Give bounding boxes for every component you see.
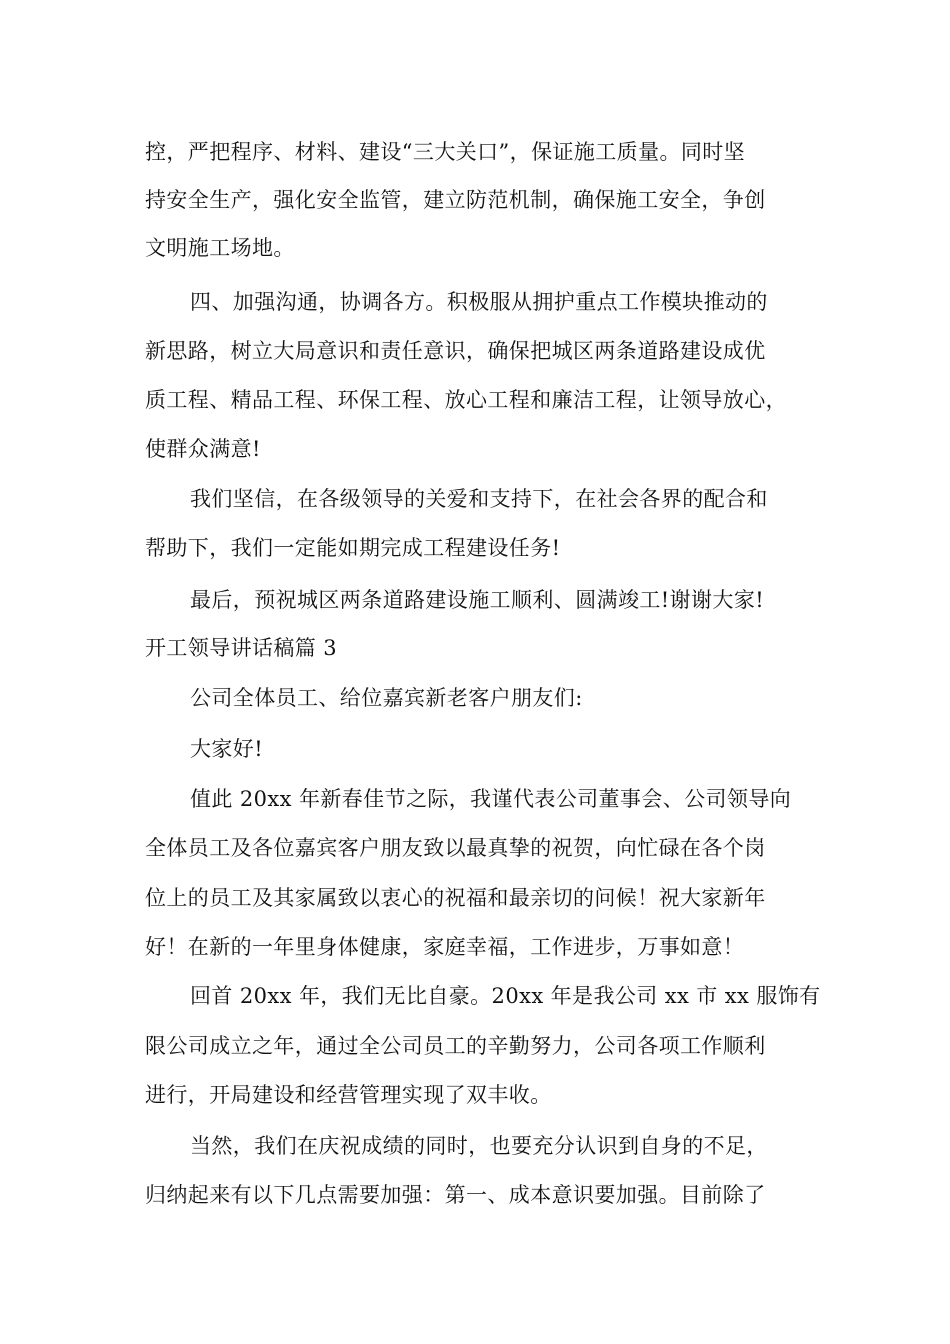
- paragraph-line: 回首 20xx 年，我们无比自豪。20xx 年是我公司 xx 市 xx 服饰有: [190, 984, 821, 1008]
- paragraph-line: 值此 20xx 年新春佳节之际，我谨代表公司董事会、公司领导向: [190, 787, 792, 811]
- paragraph-line: 当然，我们在庆祝成绩的同时，也要充分认识到自身的不足，: [190, 1134, 768, 1158]
- paragraph-line: 文明施工场地。: [145, 236, 295, 260]
- paragraph-line: 帮助下，我们一定能如期完成工程建设任务!: [145, 536, 561, 560]
- paragraph-line: 四、加强沟通，协调各方。积极服从拥护重点工作模块推动的: [190, 290, 768, 314]
- greeting: 大家好!: [190, 737, 264, 761]
- paragraph-line: 持安全生产，强化安全监管，建立防范机制，确保施工安全，争创: [145, 188, 766, 212]
- paragraph-line: 使群众满意!: [145, 437, 261, 461]
- section-heading: 开工领导讲话稿篇 3: [145, 636, 338, 660]
- salutation: 公司全体员工、给位嘉宾新老客户朋友们:: [190, 686, 583, 710]
- paragraph-line: 归纳起来有以下几点需要加强：第一、成本意识要加强。目前除了: [145, 1183, 766, 1207]
- paragraph-line: 好！在新的一年里身体健康，家庭幸福，工作进步，万事如意！: [145, 935, 745, 959]
- paragraph-line: 限公司成立之年，通过全公司员工的辛勤努力，公司各项工作顺利: [145, 1034, 766, 1058]
- paragraph-line: 控，严把程序、材料、建设“三大关口”，保证施工质量。同时坚: [145, 140, 746, 164]
- paragraph-line: 我们坚信，在各级领导的关爱和支持下，在社会各界的配合和: [190, 487, 768, 511]
- paragraph-line: 质工程、精品工程、环保工程、放心工程和廉洁工程，让领导放心，: [145, 388, 787, 412]
- paragraph-line: 最后，预祝城区两条道路建设施工顺利、圆满竣工!谢谢大家!: [190, 588, 765, 612]
- paragraph-line: 进行，开局建设和经营管理实现了双丰收。: [145, 1083, 552, 1107]
- paragraph-line: 全体员工及各位嘉宾客户朋友致以最真挚的祝贺，向忙碌在各个岗: [145, 836, 766, 860]
- paragraph-line: 位上的员工及其家属致以衷心的祝福和最亲切的问候！祝大家新年: [145, 886, 766, 910]
- paragraph-line: 新思路，树立大局意识和责任意识，确保把城区两条道路建设成优: [145, 339, 766, 363]
